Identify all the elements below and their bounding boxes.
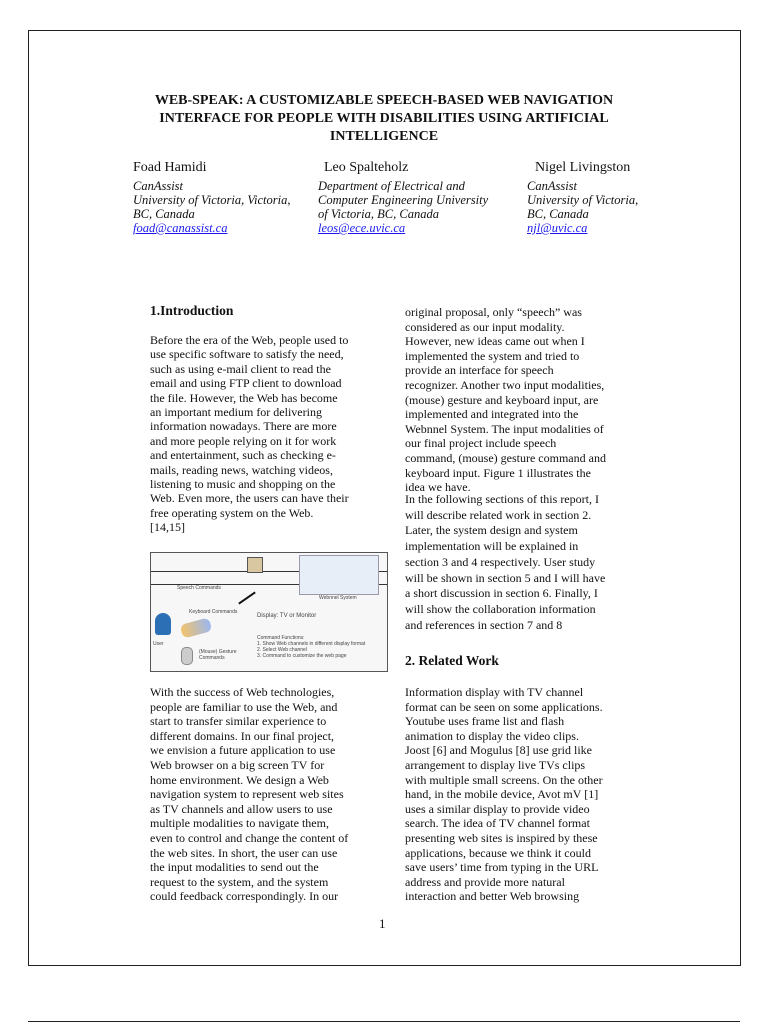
text-line: Web. Even more, the users can have their [150,491,349,506]
figure-label: 1. Show Web channels in different display format [257,641,366,647]
text-line: save users’ time from typing in the URL [405,860,599,875]
text-line: implementation will be explained in [405,539,579,554]
author-2 [318,161,488,235]
text-line: hand, in the mobile device, Avot mV [1] [405,787,599,802]
text-line: provide an interface for speech [405,363,554,378]
figure-label: 3. Command to customize the web page [257,653,347,659]
email-link[interactable]: njl@uvic.ca [527,221,588,235]
text-line: email and using FTP client to download [150,376,342,391]
text-line: will describe related work in section 2. [405,507,592,522]
text-line: people are familiar to use the Web, and [150,699,338,714]
page-number: 1 [379,916,386,931]
text-line: Information display with TV channel [405,685,584,699]
text-line: request to the system, and the system [150,874,329,889]
text-line: section 3 and 4 respectively. User study [405,554,596,569]
email-link[interactable]: leos@ece.uvic.ca [318,221,406,235]
text-line: presenting web sites is inspired by these [405,830,598,845]
text-line: an important medium for delivering [150,405,322,420]
text-line: With the success of Web technologies, [150,685,335,699]
affiliation: BC, Canada [527,207,589,221]
author-name: Nigel Livingston [535,160,631,175]
affiliation: Department of Electrical and [318,179,465,193]
text-line: as TV channels and allow users to use [150,801,333,816]
text-line: navigation system to represent web sites [150,787,344,802]
text-line: the web sites. In short, the user can use [150,845,338,860]
text-line: use specific software to satisfy the need, [150,347,344,362]
figure-label: Speech Commands [177,585,221,591]
text-line: In the following sections of this report, I [405,492,599,506]
title-line: INTELLIGENCE [329,129,439,144]
text-line: keyboard input. Figure 1 illustrates the [405,465,591,480]
text-line: the input modalities to send out the [150,860,319,875]
affiliation: CanAssist [133,179,184,193]
text-line: free operating system on the Web. [150,505,314,520]
figure-label: (Mouse) Gesture Commands [199,649,237,661]
text-line: will be shown in section 5 and I will have [405,570,606,585]
text-line: format can be seen on some applications. [405,699,603,714]
text-line: command, (mouse) gesture command and [405,450,606,465]
text-line: home environment. We design a Web [150,772,329,787]
title-line: INTERFACE FOR PEOPLE WITH DISABILITIES USING ARTIFICIAL [159,111,609,126]
text-line: multiple modalities to navigate them, [150,816,329,831]
text-line: Youtube uses frame list and flash [405,714,565,729]
affiliation: CanAssist [527,179,578,193]
author-name: Foad Hamidi [133,160,207,175]
text-line: information nowadays. There are more [150,419,337,434]
text-line: implemented and integrated into the [405,407,579,422]
author-3 [527,161,638,235]
text-line: original proposal, only “speech” was [405,305,582,319]
text-line: applications, because we think it could [405,845,591,860]
text-line: and entertainment, such as checking e- [150,448,336,463]
text-line: a short discussion in section 6. Finally, I [405,586,598,601]
figure-label: Display: TV or Monitor [257,613,317,619]
affiliation: BC, Canada [133,207,195,221]
affiliation: University of Victoria, Victoria, [133,193,291,207]
figure-label: Webnnel System [319,595,357,601]
text-line: Before the era of the Web, people used to [150,333,349,347]
text-line: even to control and change the content of [150,830,349,845]
text-line: we envision a future application to use [150,743,336,758]
webnnel-screenshot [299,555,379,595]
title-line: WEB-SPEAK: A CUSTOMIZABLE SPEECH-BASED WEB NAVIGATION [154,93,614,108]
house-icon [247,557,263,573]
divider [28,1021,740,1022]
text-line: mails, reading news, watching videos, [150,462,333,477]
keyboard-icon [180,617,213,638]
text-line: such as using e-mail client to read the [150,361,331,376]
paragraph [150,685,348,904]
affiliation: University of Victoria, [527,193,639,207]
text-line: different domains. In our final project, [150,728,335,743]
figure-label: Command Functions: [257,635,305,641]
section-heading: 1.Introduction [150,303,234,318]
text-line: implemented the system and tried to [405,348,580,363]
figure-label: 2. Select Web channel [257,647,307,653]
text-line: with multiple small screens. On the other [405,772,603,787]
author-name: Leo Spalteholz [324,160,409,175]
text-line: Joost [6] and Mogulus [8] use grid like [405,743,592,758]
text-line: interaction and better Web browsing [405,889,580,904]
figure-label: Keyboard Commands [189,609,238,615]
text-line: (mouse) gesture and keyboard input, are [405,392,599,407]
text-line: address and provide more natural [405,874,565,889]
mouse-icon [181,647,193,665]
email-link[interactable]: foad@canassist.ca [133,221,228,235]
text-line: arrangement to display live TVs clips [405,757,586,772]
text-line: the file. However, the Web has become [150,390,338,405]
text-line: search. The idea of TV channel format [405,816,590,831]
text-line: idea we have. [405,480,471,495]
paragraph [405,305,606,495]
figure-label: User [153,641,164,647]
text-line: Webnnel System. The input modalities of [405,421,604,436]
paragraph [405,685,603,904]
paragraph [405,492,605,633]
text-line: Web browser on a big screen TV for [150,757,325,772]
text-line: could feedback correspondingly. In our [150,889,339,904]
text-line: our final project include speech [405,436,557,451]
text-line: recognizer. Another two input modalities, [405,377,605,392]
text-line: will show the collaboration information [405,601,596,616]
text-line: start to transfer similar experience to [150,714,327,729]
paper-title [120,92,648,146]
author-1 [133,161,291,235]
user-icon [155,613,171,635]
text-line: and references in section 7 and 8 [405,617,563,632]
text-line: animation to display the video clips. [405,728,579,743]
figure-1 [150,552,388,672]
text-line: listening to music and shopping on the [150,477,336,492]
text-line: considered as our input modality. [405,319,565,334]
text-line: [14,15] [150,520,185,535]
text-line: However, new ideas came out when I [405,334,585,349]
text-line: and more people relying on it for work [150,433,337,448]
affiliation: of Victoria, BC, Canada [318,207,439,221]
arrow-icon [238,591,256,604]
text-line: Later, the system design and system [405,523,578,538]
affiliation: Computer Engineering University [318,193,489,207]
section-heading: 2. Related Work [405,653,499,668]
text-line: uses a similar display to provide video [405,801,590,816]
paragraph [150,333,349,535]
